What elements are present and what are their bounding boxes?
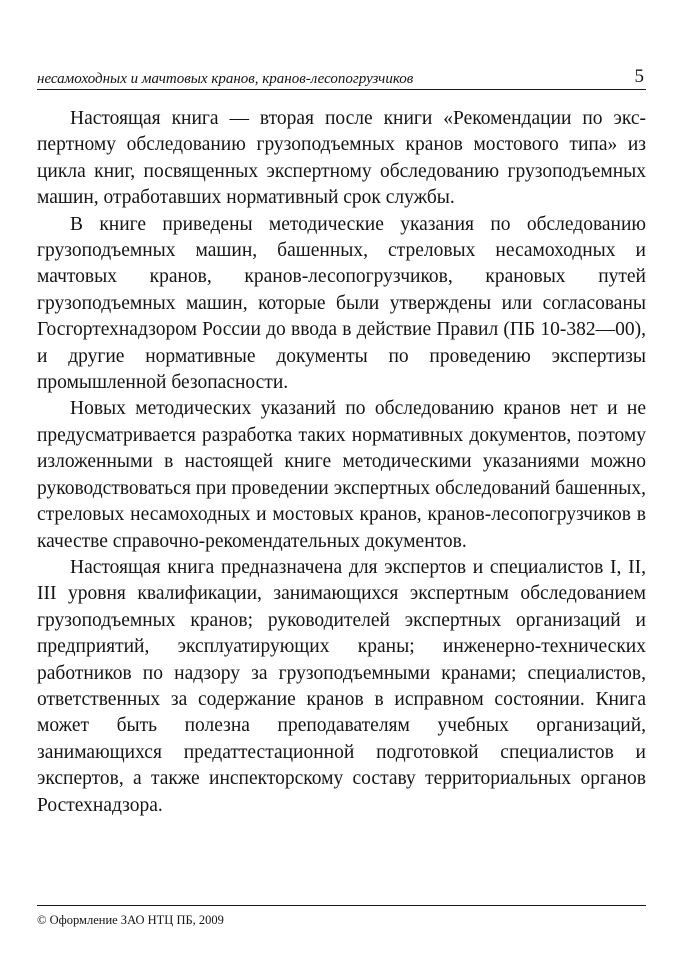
footer-divider <box>37 905 646 906</box>
page-number: 5 <box>634 66 644 87</box>
paragraph: Настоящая книга — вторая после книги «Рекомендации по экспертному обследованию грузоподъемных кранов мостового типа» из цикла книг, посвященных экспертному обследованию грузоподъемных машин, отработавших нормативный срок службы. <box>37 108 646 209</box>
paragraph: В книге приведены методические указания по обследованию грузоподъемных машин, башенных, стреловых несамоходных и мачтовых кранов, кранов-лесопогрузчиков, крановых путей грузоподъемных машин, которые были утверждены или согласованы Госгортехнадзором России до ввода в действие Правил (ПБ 10-382—00), и другие нормативные документы по проведению экспертизы промышленной безопасности. <box>37 213 646 394</box>
body-text <box>37 106 646 819</box>
paragraph: Новых методических указаний по обследованию кранов нет и не предусматривается разработка таких нормативных документов, поэтому изложенными в настоящей книге методическими указаниями можно руководствоваться при проведении экспертных обследований башенных, стреловых несамоходных и мостовых кранов, кранов-лесопогрузчиков в качестве справочно-рекомендательных документов. <box>37 398 646 552</box>
footer-copyright: © Оформление ЗАО НТЦ ПБ, 2009 <box>37 913 224 927</box>
running-title: несамоходных и мачтовых кранов, кранов-лесопогрузчиков <box>37 71 414 87</box>
paragraph: Настоящая книга предназначена для экспертов и специалистов I, II, III уровня квалификации, занимающихся экспертным обследованием грузоподъемных кранов; руководителей экспертных организаций и предприятий, эксплуатирующих краны; инженерно-технических работников по надзору за грузоподъемными кранами; специалистов, ответственных за содержание кранов в исправном состоянии. Книга может быть полезна преподавателям учебных организаций, занимающихся предаттестационной подготовкой специалистов и экспертов, а также инспекторскому составу территориальных органов Ростехнадзора. <box>37 556 646 816</box>
running-header <box>37 66 646 90</box>
